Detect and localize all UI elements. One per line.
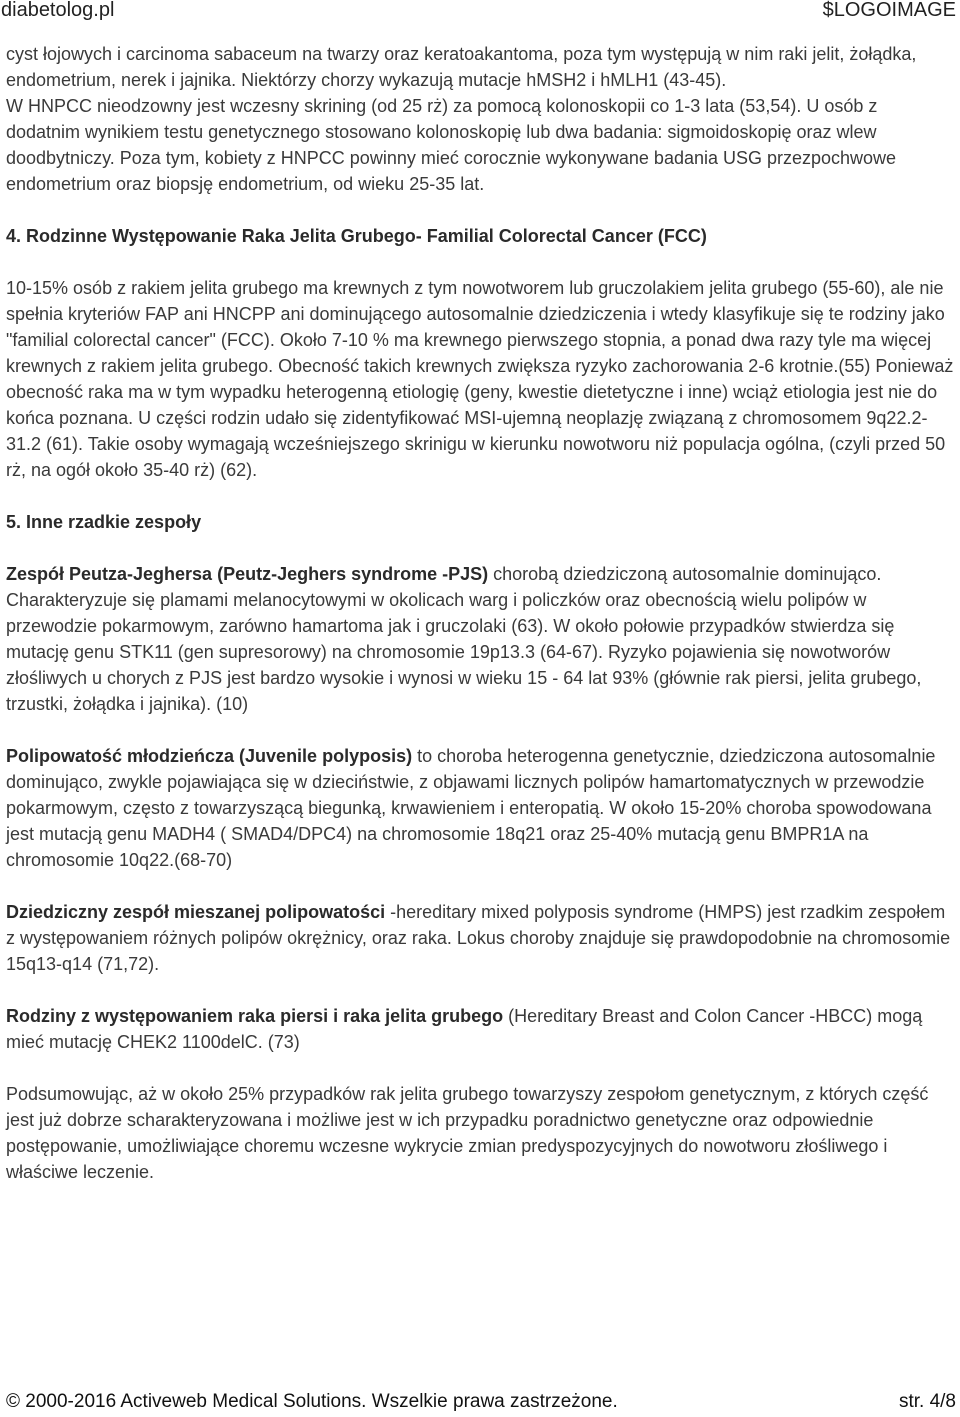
page-header [0, 0, 960, 30]
term-pjs: Zespół Peutza-Jeghersa (Peutz-Jeghers syndrome -PJS) [6, 564, 489, 584]
section-heading-fcc: 4. Rodzinne Występowanie Raka Jelita Grubego- Familial Colorectal Cancer (FCC) [6, 226, 707, 246]
paragraph-lynch-tumors: cyst łojowych i carcinoma sabaceum na twarzy oraz keratoakantoma, poza tym występują w nim raki jelit, żołądka, endometrium, nerek i jajnika. Niektórzy chorzy wykazują mutacje hMSH2 i hMLH1 (43-45). [6, 44, 917, 90]
section-heading-rare-syndromes: 5. Inne rzadkie zespoły [6, 512, 202, 532]
paragraph-juvenile-polyposis [6, 743, 956, 873]
paragraph-fcc: 10-15% osób z rakiem jelita grubego ma krewnych z tym nowotworem lub gruczolakiem jelita grubego (55-60), ale nie spełnia kryteriów FAP ani HNCPP ani dominującego autosomalnie dziedziczenia i wtedy klasyfikuje się te rodziny jako "familial colorectal cancer" (FCC). Około 7-10 % ma krewnego pierwszego stopnia, a ponad dwa razy tyle ma więcej krewnych z rakiem jelita grubego. Obecność takich krewnych zwiększa ryzyko zachorowania 2-6 krotnie.(55) Ponieważ obecność raka ma w tym wypadku heterogenną etiologię (geny, kwestie dietetyczne i inne) wciąż etiologia jest nie do końca poznana. U części rodzin udało się zidentyfikować MSI-ujemną neoplazję związaną z chromosomem 9q22.2-31.2 (61). Takie osoby wymagają wcześniejszego skrinigu w kierunku nowotworu niż populacja ogólna, (czyli przed 50 rż, na ogół około 35-40 rż) (62). [6, 278, 954, 480]
paragraph-hmps [6, 899, 956, 977]
term-juvenile-polyposis: Polipowatość młodzieńcza (Juvenile polyposis) [6, 746, 413, 766]
paragraph-summary: Podsumowując, aż w około 25% przypadków rak jelita grubego towarzyszy zespołom genetycznym, z których część jest już dobrze scharakteryzowana i możliwe jest w ich przypadku poradnictwo genetyczne oraz odpowiednie postępowanie, umożliwiające choremu wczesne wykrycie zmian predyspozycyjnych do nowotworu złośliwego i właściwe leczenie. [6, 1084, 929, 1182]
article-body [6, 41, 956, 1185]
logo-placeholder: $LOGOIMAGE [822, 0, 956, 21]
paragraph-hnpcc-screening: W HNPCC nieodzowny jest wczesny skrining (od 25 rż) za pomocą kolonoskopii co 1-3 lata (53,54). U osób z dodatnim wynikiem testu genetycznego stosowano kolonoskopię lub dwa badania: sigmoidoskopię oraz wlew doodbytniczy. Poza tym, kobiety z HNPCC powinny mieć corocznie wykonywane badania USG przezpochwowe endometrium oraz biopsję endometrium, od wieku 25-35 lat. [6, 96, 897, 194]
paragraph-pjs [6, 561, 956, 717]
text-juvenile-polyposis: to choroba heterogenna genetycznie, dziedziczona autosomalnie dominująco, zwykle pojawiająca się w dzieciństwie, z objawami licznych polipów hamartomatycznych w przewodzie pokarmowym, często z towarzyszącą biegunką, krwawieniem i enteropatią. W około 15-20% choroba spowodowana jest mutacją genu MADH4 ( SMAD4/DPC4) na chromosomie 18q21 oraz 25-40% mutacją genu BMPR1A na chromosomie 10q22.(68-70) [6, 746, 936, 870]
site-name[interactable]: diabetolog.pl [1, 0, 115, 21]
page-number: str. 4/8 [898, 1391, 956, 1412]
term-hmps: Dziedziczny zespół mieszanej polipowatości [6, 902, 386, 922]
page-footer [6, 1390, 956, 1414]
text-hbcc: (Hereditary Breast and Colon Cancer -HBCC) mogą mieć mutację CHEK2 1100delC. (73) [6, 1006, 923, 1052]
copyright-text: © 2000-2016 Activeweb Medical Solutions. Wszelkie prawa zastrzeżone. [6, 1391, 618, 1412]
text-pjs: chorobą dziedziczoną autosomalnie dominująco. Charakteryzuje się plamami melanocytowymi w okolicach warg i policzków oraz obecnością wielu polipów w przewodzie pokarmowym, zarówno hamartoma jak i gruczolaki (63). W około połowie przypadków stwierdza się mutację genu STK11 (gen supresorowy) na chromosomie 19p13.3 (64-67). Ryzyko pojawienia się nowotworów złośliwych u chorych z PJS jest bardzo wysokie i wynosi w wieku 15 - 64 lat 93% (głównie rak piersi, jelita grubego, trzustki, żołądka i jajnika). (10) [6, 564, 922, 714]
term-hbcc: Rodziny z występowaniem raka piersi i raka jelita grubego [6, 1006, 504, 1026]
paragraph-hbcc [6, 1003, 956, 1055]
text-hmps: -hereditary mixed polyposis syndrome (HMPS) jest rzadkim zespołem z występowaniem różnych polipów okrężnicy, oraz raka. Lokus choroby znajduje się prawdopodobnie na chromosomie 15q13-q14 (71,72). [6, 902, 951, 974]
